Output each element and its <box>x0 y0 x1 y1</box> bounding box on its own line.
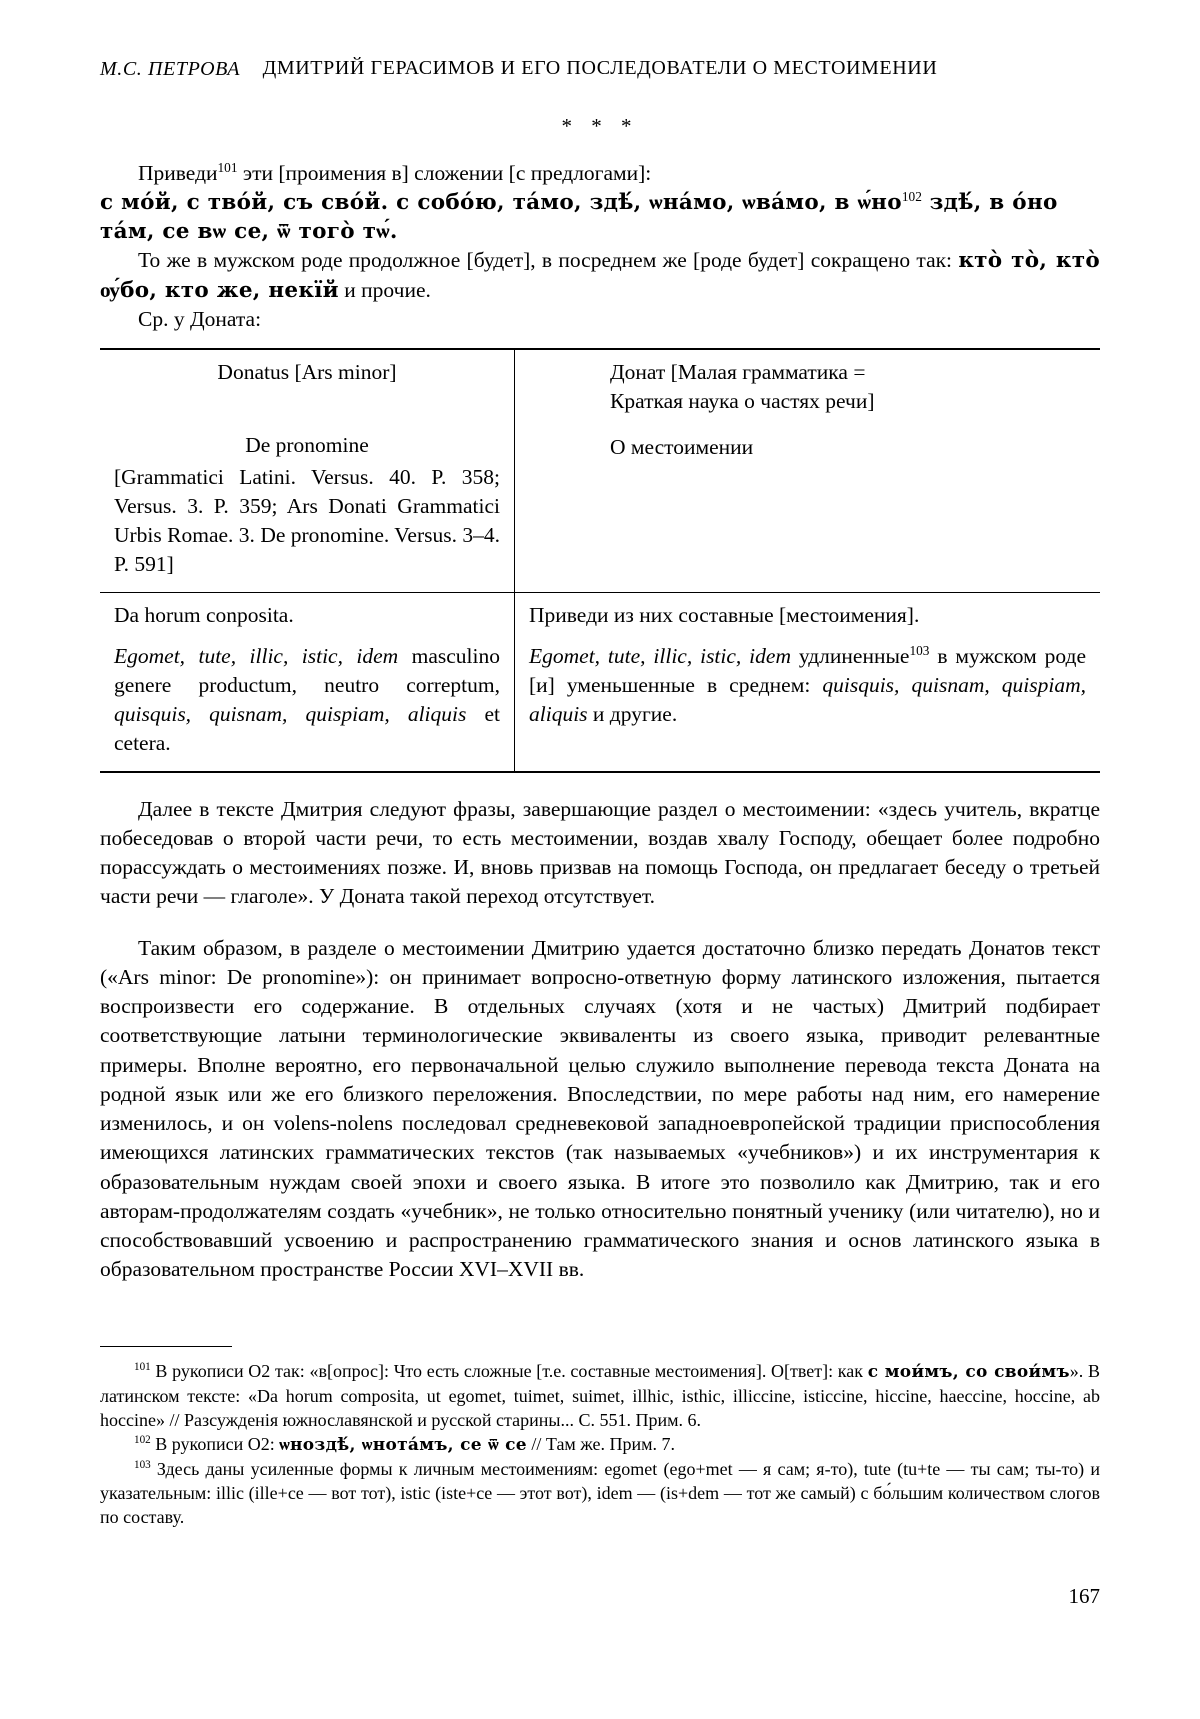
table-cell-russian-body <box>515 593 1100 771</box>
page-number: 167 <box>1068 1583 1100 1608</box>
latin-body-roman: masculino genere productum, neutro correptum, <box>114 643 500 698</box>
latin-body-text <box>114 642 500 759</box>
footnote-103 <box>100 1457 1100 1529</box>
footnote-separator-rule <box>100 1346 232 1347</box>
paragraph-sr-donata: Ср. у Доната: <box>138 306 262 331</box>
section-divider-stars: * * * <box>561 114 639 139</box>
table-cell-russian-header <box>515 350 1100 592</box>
latin-section-title: De pronomine <box>245 433 369 458</box>
russian-body-roman: и другие. <box>587 702 678 727</box>
table-cell-latin-header <box>100 350 515 592</box>
slavonic-text: ѡноздѣ́, ѡнота́мъ, се ѿ се <box>279 1435 527 1456</box>
footnote-text: Здесь даны усиленные формы к личным местоимениям: egomet (ego+met — я сам; я-то), tute (tu+te — ты сам; ты-то) и указательным: illic (ille+ce — вот тот), istic (iste+ce — этот вот), idem — (is+dem — тот же самый) с бо́льшим количеством слогов по составу. <box>100 1459 1100 1528</box>
footnote-text: ». В латинском тексте: «Da horum composita, ut egomet, tuimet, suimet, illhic, isthic, illiccine, isticcine, hiccine, haeccine, hoccine, ab hoccine» // Разсужденія южнославянской и русской старины... С. 551. Прим. 6. <box>100 1361 1100 1431</box>
paragraph-text: Приведи <box>138 160 218 185</box>
russian-body-roman: удлиненные <box>790 643 910 668</box>
paragraph-text: эти [проимения в] сложении [с предлогами]: <box>237 160 652 185</box>
latin-reference: [Grammatici Latini. Versus. 40. P. 358; Versus. 3. P. 359; Ars Donati Grammatici Urbis Romae. 3. De pronomine. Versus. 3–4. P. 591] <box>114 464 500 577</box>
page-header <box>100 55 1100 82</box>
russian-lead: Приведи из них составные [местоимения]. <box>529 602 920 627</box>
latin-source-title: Donatus [Ars minor] <box>217 360 397 385</box>
paragraph-tozhe <box>100 246 1100 304</box>
body-paragraph-1: Далее в тексте Дмитрия следуют фразы, завершающие раздел о местоимении: «здесь учитель, вкратце побеседовав о второй части речи, то есть местоимении, воздав хвалу Господу, обещает более подробно порассуждать о местоимениях позже. И, вновь призвав на помощь Господа, он предлагает беседу о третьей части речи — глаголе». У Доната такой переход отсутствует. <box>100 796 1100 909</box>
russian-source-title <box>610 358 1086 416</box>
latin-pronouns: quisquis, quisnam, quispiam, aliquis <box>114 702 467 727</box>
slavonic-examples-line <box>100 188 1100 246</box>
latin-body-roman: et cetera. <box>114 702 500 756</box>
latin-lead: Da horum conposita. <box>114 602 294 627</box>
footnote-ref-101: 101 <box>217 159 238 175</box>
latin-pronouns: Egomet, tute, illic, istic, idem <box>529 643 791 668</box>
footnote-ref-102: 102 <box>901 188 922 204</box>
footnote-102 <box>100 1432 1100 1457</box>
footnote-text: // Там же. Прим. 7. <box>526 1434 676 1455</box>
footnote-number: 101 <box>134 1361 151 1374</box>
russian-source-title-line2: Краткая наука о частях речи] <box>610 389 875 414</box>
header-author: М.С. ПЕТРОВА <box>100 58 241 80</box>
comparison-table <box>100 348 1100 773</box>
slavonic-text: здѣ́, в о́но та́м, се вѡ се, ѿ того̀ тѡ́. <box>100 189 1058 245</box>
russian-body-roman: в мужском роде [и] уменьшенные в среднем: <box>529 643 1086 698</box>
footnote-ref-103: 103 <box>909 642 930 658</box>
paragraph-text: То же в мужском роде продолжное [будет], в посреднем же [роде будет] сокращено так: <box>138 248 959 273</box>
latin-pronouns: quisquis, quisnam, quispiam, aliquis <box>529 673 1086 727</box>
header-title: ДМИТРИЙ ГЕРАСИМОВ И ЕГО ПОСЛЕДОВАТЕЛИ О МЕСТОИМЕНИИ <box>262 57 938 79</box>
russian-source-title-line1: Донат [Малая грамматика = <box>610 360 866 385</box>
russian-section-title: О местоимении <box>610 434 754 459</box>
footnote-101 <box>100 1359 1100 1432</box>
table-cell-latin-body <box>100 593 515 771</box>
slavonic-text: с мои́мъ, со свои́мъ <box>867 1362 1070 1383</box>
slavonic-text: кто̀ то̀, кто̀ ѹ́бо, кто же, некїй <box>100 248 1100 303</box>
footnote-number: 103 <box>134 1459 151 1472</box>
footnote-text: В рукописи О2: <box>150 1434 280 1455</box>
paragraph-text: и прочие. <box>338 277 431 302</box>
russian-body-text <box>529 642 1086 730</box>
paragraph-privedi <box>100 159 1100 188</box>
slavonic-text: с мо́й, с тво́й, съ сво́й. с собо́ю, та́мо, здѣ́, ѡна́мо, ѡва́мо, в ѡ́но <box>100 189 902 215</box>
footnote-number: 102 <box>134 1434 151 1447</box>
footnote-text: В рукописи О2 так: «в[опрос]: Что есть сложные [т.е. составные местоимения]. О[твет]: как <box>150 1361 868 1382</box>
latin-pronouns: Egomet, tute, illic, istic, idem <box>114 643 399 668</box>
body-paragraph-2: Таким образом, в разделе о местоимении Дмитрию удается достаточно близко передать Донатов текст («Ars minor: De pronomine»): он принимает вопросно-ответную форму латинского изложения, пытается воспроизвести его содержание. В отдельных случаях (хотя и не частых) Дмитрий подбирает соответствующие латыни терминологические эквиваленты из своего языка, приводит релевантные примеры. Вполне вероятно, его первоначальной целью служило выполнение перевода текста Доната на родной язык или же его близкого переложения. Впоследствии, по мере работы над ним, его намерение изменилось, и он volens-nolens последовал средневековой западноевропейской традиции приспособления имеющихся латинских грамматических текстов (так называемых «учебников») и их инструментария к образовательным нуждам своей эпохи и своего языка. В итоге это позволило как Дмитрию, так и его авторам-продолжателям создать «учебник», не только относительно понятный ученику (или читателю), но и способствовавший усвоению и распространению грамматического знания и основ латинского языка в образовательном пространстве России XVI–XVII вв. <box>100 935 1100 1282</box>
